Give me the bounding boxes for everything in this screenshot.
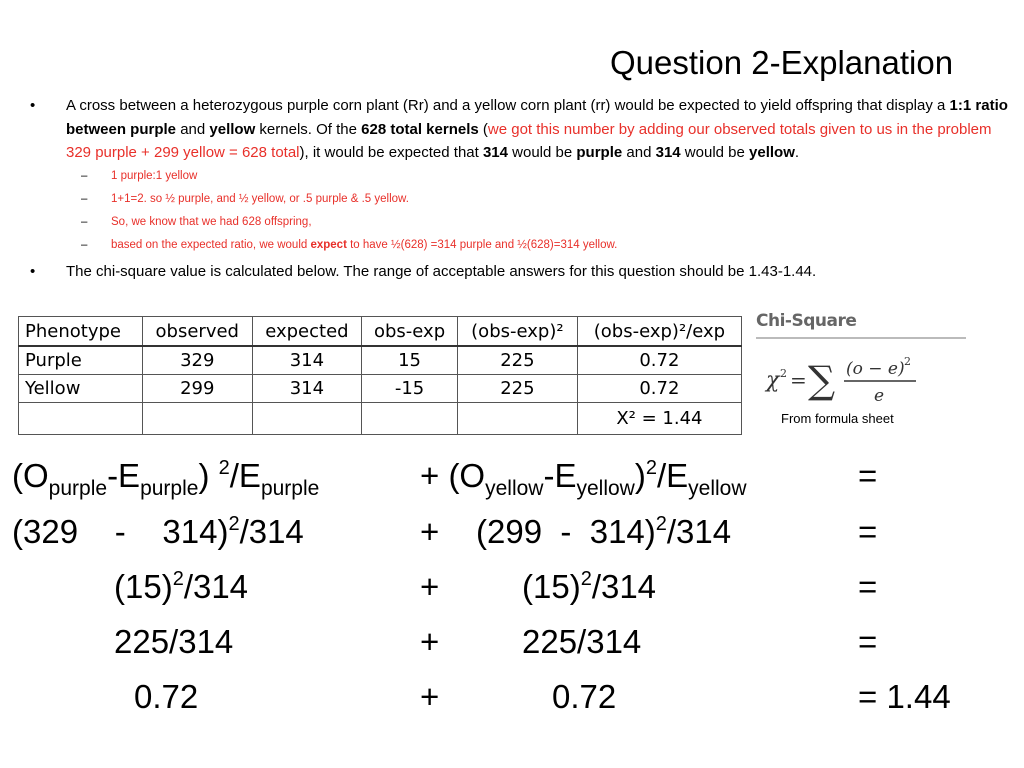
table-cell bbox=[142, 403, 252, 435]
eq-text: /314 bbox=[239, 513, 304, 550]
eq-text: /E bbox=[229, 457, 261, 494]
chi-square-formula-card bbox=[756, 311, 966, 411]
table-row bbox=[19, 375, 742, 403]
table-cell bbox=[252, 403, 362, 435]
bullet-list bbox=[30, 94, 1015, 283]
eq-text: ) bbox=[198, 457, 219, 494]
chi-square-table bbox=[18, 316, 742, 436]
table-cell: 15 bbox=[362, 346, 458, 375]
bullet-marker: • bbox=[30, 262, 36, 280]
chi-square-total: X² = 1.44 bbox=[577, 403, 741, 435]
table-cell bbox=[19, 403, 143, 435]
eq-subscript: yellow bbox=[576, 477, 635, 500]
column-header: (obs-exp)² bbox=[457, 317, 577, 347]
bullet-marker: • bbox=[30, 97, 36, 114]
formula-caption: From formula sheet bbox=[781, 411, 894, 426]
eq-subscript: yellow bbox=[688, 477, 747, 500]
eq-superscript: 2 bbox=[228, 513, 240, 535]
bullet-cross-explanation bbox=[30, 94, 1015, 165]
sub-bullet-marker: – bbox=[81, 215, 88, 228]
chi-square-heading: Chi-Square bbox=[756, 311, 857, 331]
eq-plus: + bbox=[420, 513, 440, 550]
table-total-row bbox=[19, 403, 742, 435]
divider bbox=[756, 337, 966, 339]
sub-bullet-offspring bbox=[30, 211, 1015, 234]
sub-bullet-fraction bbox=[30, 188, 1015, 211]
text: kernels. Of the bbox=[255, 120, 362, 138]
text: and bbox=[622, 144, 656, 161]
equation-line-substituted-left bbox=[12, 514, 304, 550]
eq-text: /E bbox=[656, 457, 689, 494]
red-note: we got this number by adding our observed totals given to us in the problem 329 purple + 299 yellow = 628 total bbox=[66, 120, 992, 161]
eq-subscript: purple bbox=[140, 477, 199, 500]
eq-text: -E bbox=[543, 457, 577, 494]
eq-equals: = bbox=[858, 568, 878, 605]
eq-text: ) bbox=[634, 457, 646, 494]
eq-subscript: purple bbox=[48, 477, 108, 500]
eq-superscript: 2 bbox=[645, 457, 657, 479]
eq-superscript: 2 bbox=[655, 513, 667, 535]
svg-text:2: 2 bbox=[904, 355, 911, 368]
eq-text: /314 bbox=[591, 568, 657, 605]
text: ( bbox=[478, 120, 488, 138]
table-cell: 299 bbox=[142, 375, 252, 403]
sub-bullet-ratio bbox=[30, 165, 1015, 188]
sub-bullet-marker: – bbox=[81, 169, 88, 182]
text: to have ½(628) =314 purple and ½(628)=314 yellow. bbox=[346, 238, 618, 251]
bold-314: 314 bbox=[482, 144, 508, 161]
bold-purple: purple bbox=[576, 144, 623, 161]
table-cell: 329 bbox=[142, 346, 252, 375]
equation-line-divided-right: 225/314 bbox=[522, 623, 642, 660]
table-cell: Purple bbox=[19, 346, 143, 375]
table-cell: 0.72 bbox=[577, 346, 741, 375]
eq-text: (329 - 314) bbox=[12, 513, 229, 550]
table-cell: Yellow bbox=[19, 375, 143, 403]
text: would be bbox=[508, 144, 577, 161]
table-cell: 0.72 bbox=[577, 375, 741, 403]
eq-plus: + bbox=[420, 568, 440, 605]
eq-superscript: 2 bbox=[218, 457, 230, 479]
text: 1+1=2. so ½ purple, and ½ yellow, or .5 purple & .5 yellow. bbox=[111, 192, 409, 205]
eq-subscript: yellow bbox=[485, 477, 544, 500]
text: So, we know that we had 628 offspring, bbox=[111, 215, 312, 228]
equation-line-substituted-right bbox=[476, 514, 731, 550]
text: A cross between a heterozygous purple corn plant (Rr) and a yellow corn plant (rr) would be expected to yield offspring that display a bbox=[66, 97, 950, 114]
eq-text: (O bbox=[12, 457, 49, 494]
table-cell: 314 bbox=[252, 346, 362, 375]
table-cell: 314 bbox=[252, 375, 362, 403]
bold-yellow: yellow bbox=[749, 144, 795, 161]
bold-total: 628 total kernels bbox=[361, 120, 479, 138]
table-cell: 225 bbox=[457, 346, 577, 375]
table-row bbox=[19, 346, 742, 375]
eq-subscript: purple bbox=[260, 477, 320, 500]
table-header-row bbox=[19, 317, 742, 347]
eq-text: + (O bbox=[420, 457, 486, 494]
column-header: (obs-exp)²/exp bbox=[577, 317, 741, 347]
bullet-chi-square-note bbox=[30, 260, 1015, 284]
sub-bullet-marker: – bbox=[81, 238, 88, 251]
text: 1 purple:1 yellow bbox=[111, 169, 198, 182]
eq-text: /314 bbox=[666, 513, 732, 550]
eq-text: /314 bbox=[183, 568, 249, 605]
text: based on the expected ratio, we would bbox=[111, 238, 311, 251]
text: . bbox=[794, 144, 800, 161]
text: The chi-square value is calculated below. The range of acceptable answers for this question should be 1.43-1.44. bbox=[66, 262, 817, 280]
eq-text: (299 - 314) bbox=[476, 513, 656, 550]
sub-bullet-expected bbox=[30, 234, 1015, 257]
svg-text:(o − e): (o − e) bbox=[846, 359, 905, 379]
eq-text: -E bbox=[107, 457, 141, 494]
eq-equals: = bbox=[858, 513, 878, 550]
column-header: observed bbox=[142, 317, 252, 347]
eq-equals: = bbox=[858, 457, 878, 494]
chi-square-formula-image bbox=[764, 349, 944, 409]
svg-text:χ: χ bbox=[766, 368, 780, 393]
equation-line-squared-left bbox=[114, 569, 248, 605]
eq-plus: + bbox=[420, 623, 440, 660]
table-cell: 225 bbox=[457, 375, 577, 403]
column-header: obs-exp bbox=[362, 317, 458, 347]
svg-text:2: 2 bbox=[780, 367, 787, 380]
equation-line-squared-right bbox=[522, 569, 656, 605]
eq-superscript: 2 bbox=[172, 568, 184, 590]
eq-plus: + bbox=[420, 678, 440, 715]
text: would be bbox=[680, 144, 750, 161]
eq-superscript: 2 bbox=[580, 568, 592, 590]
eq-text: (15) bbox=[522, 568, 581, 605]
equation-line-result-right: 0.72 bbox=[552, 678, 617, 715]
equation-line-divided-left: 225/314 bbox=[114, 623, 234, 660]
eq-final-result: = 1.44 bbox=[858, 678, 951, 715]
bold-yellow: yellow bbox=[209, 120, 256, 138]
text: ), it would be expected that bbox=[299, 144, 483, 161]
svg-text:∑: ∑ bbox=[808, 358, 836, 402]
text: and bbox=[176, 120, 210, 138]
slide-title: Question 2-Explanation bbox=[610, 44, 954, 81]
bold-314: 314 bbox=[655, 144, 681, 161]
equation-line-general-right bbox=[420, 457, 747, 500]
table-cell: -15 bbox=[362, 375, 458, 403]
bold-expect: expect bbox=[310, 238, 347, 251]
table-cell bbox=[457, 403, 577, 435]
bold-ratio: 1:1 ratio between purple bbox=[66, 97, 1008, 138]
column-header: Phenotype bbox=[19, 317, 143, 347]
column-header: expected bbox=[252, 317, 362, 347]
sub-bullet-marker: – bbox=[81, 192, 88, 205]
equation-line-general bbox=[12, 457, 320, 500]
svg-text:e: e bbox=[874, 386, 885, 406]
eq-text: (15) bbox=[114, 568, 173, 605]
table-cell bbox=[362, 403, 458, 435]
equation-line-result-left: 0.72 bbox=[134, 678, 199, 715]
eq-equals: = bbox=[858, 623, 878, 660]
svg-text:=: = bbox=[790, 368, 807, 392]
